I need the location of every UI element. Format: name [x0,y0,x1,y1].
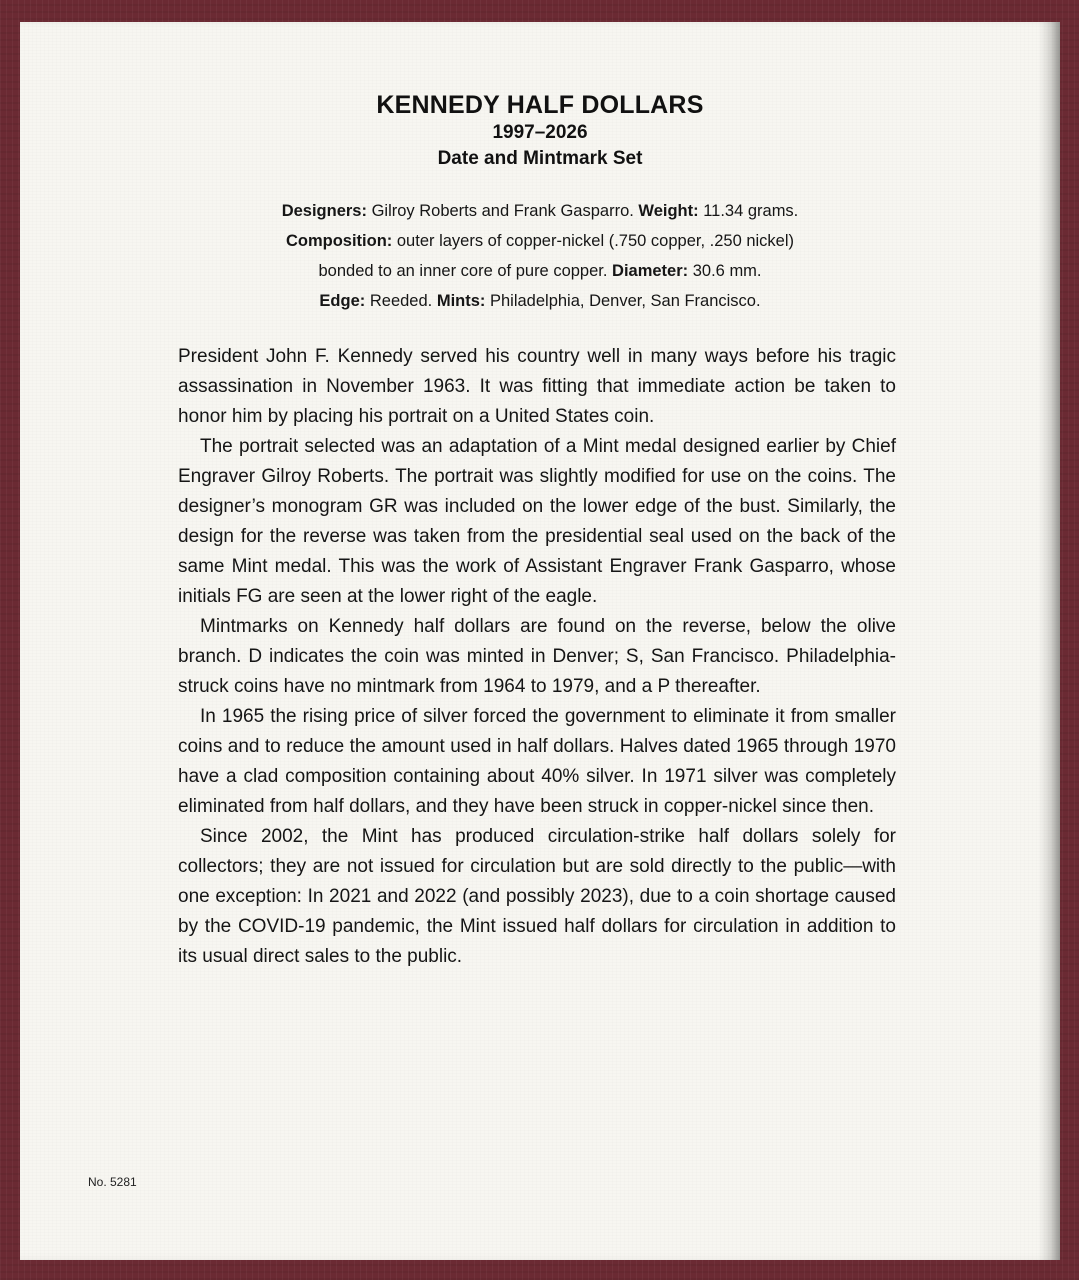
designers-label: Designers: [281,202,367,220]
weight-label: Weight: [638,202,699,220]
diameter-value: 30.6 mm. [688,262,762,280]
composition-label: Composition: [285,232,393,250]
page-title: KENNEDY HALF DOLLARS [376,91,704,119]
designers-value: Gilroy Roberts and Frank Gasparro. [366,202,639,220]
specs-line-4 [20,286,1060,316]
paragraph: Mintmarks on Kennedy half dollars are found on the reverse, below the olive branch. D indicates the coin was minted in Denver; S, San Francisco. Philadelphia-struck coins have no mintmark from 1964 to 1979, and a P thereafter. [178,616,896,697]
page-subtitle: Date and Mintmark Set [437,148,643,169]
page-header [20,90,1060,172]
diameter-label: Diameter: [612,262,689,280]
date-range: 1997–2026 [492,122,588,143]
edge-label: Edge: [319,292,366,310]
weight-value: 11.34 grams. [698,202,799,220]
coin-specifications [20,196,1060,316]
paragraph: In 1965 the rising price of silver forced the government to eliminate it from smaller coins and to reduce the amount used in half dollars. Halves dated 1965 through 1970 have a clad composition containing about 40% silver. In 1971 silver was completely eliminated from half dollars, and they have been struck in copper-nickel since then. [178,706,896,817]
mints-value: Philadelphia, Denver, San Francisco. [485,292,761,310]
history-text [178,342,896,972]
paragraph: The portrait selected was an adaptation of a Mint medal designed earlier by Chief Engraver Gilroy Roberts. The portrait was slightly modified for use on the coins. The designer’s monogram GR was included on the lower edge of the bust. Similarly, the design for the reverse was taken from the presidential seal used on the back of the same Mint medal. This was the work of Assistant Engraver Frank Gasparro, whose initials FG are seen at the lower right of the eagle. [178,436,896,607]
mints-label: Mints: [436,292,486,310]
edge-value: Reeded. [365,292,437,310]
paragraph: President John F. Kennedy served his country well in many ways before his tragic assassination in November 1963. It was fitting that immediate action be taken to honor him by placing his portrait on a United States coin. [178,346,896,427]
specs-line-2 [20,226,1060,256]
composition-value-continued: bonded to an inner core of pure copper. [318,262,613,280]
specs-line-1 [20,196,1060,226]
specs-line-3 [20,256,1060,286]
catalog-number: No. 5281 [88,1175,137,1189]
paragraph: Since 2002, the Mint has produced circulation-strike half dollars solely for collectors; they are not issued for circulation but are sold directly to the public—with one exception: In 2021 and 2022 (and possibly 2023), due to a coin shortage caused by the COVID-19 pandemic, the Mint issued half dollars for circulation in addition to its usual direct sales to the public. [178,826,896,967]
album-page [20,22,1060,1260]
composition-value: outer layers of copper-nickel (.750 copper, .250 nickel) [392,232,795,250]
